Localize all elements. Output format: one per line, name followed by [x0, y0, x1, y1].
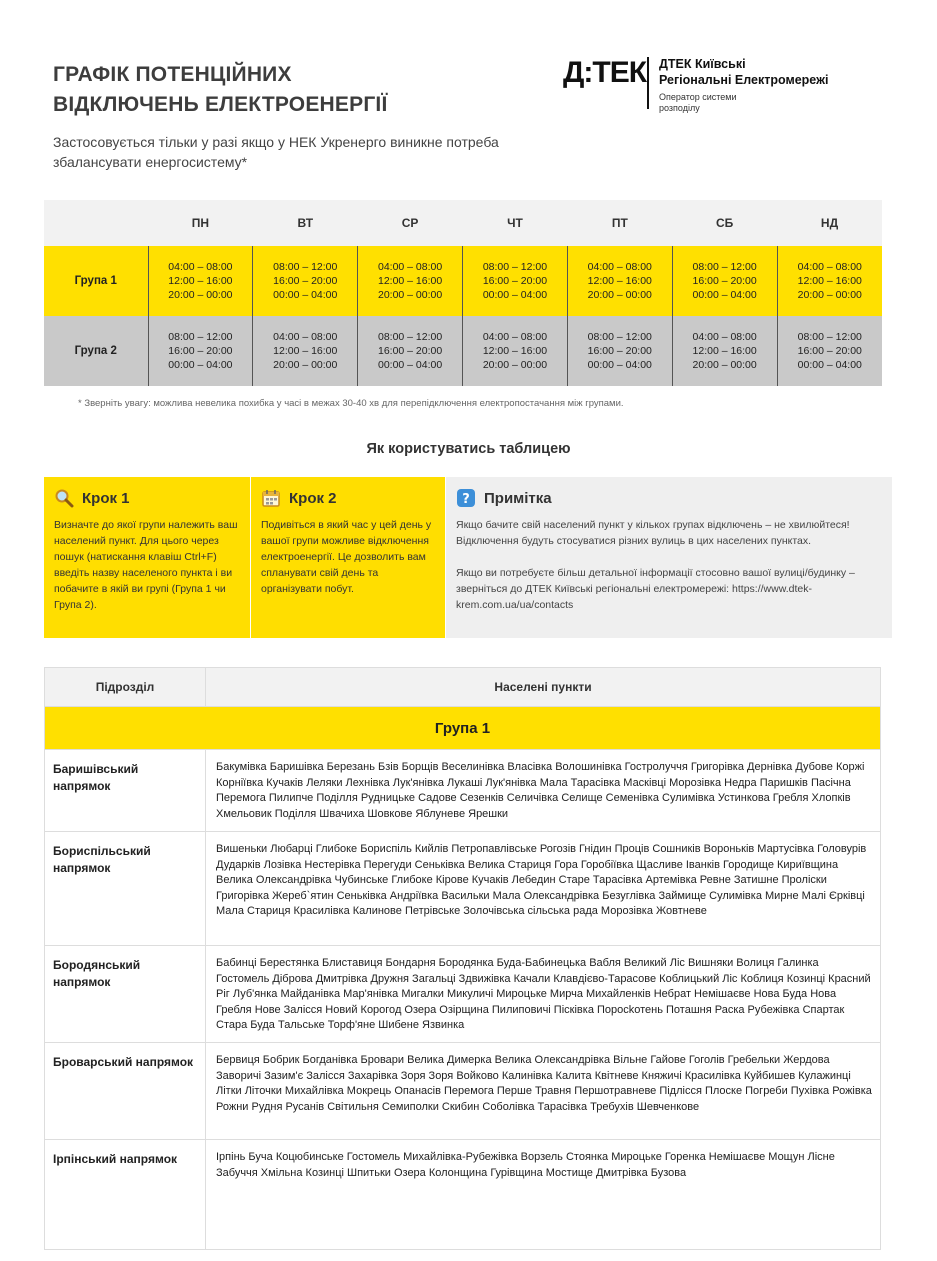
time-slot: 04:00 – 08:00	[168, 261, 233, 273]
time-slot: 00:00 – 04:00	[168, 359, 233, 371]
time-slot: 20:00 – 00:00	[273, 359, 338, 371]
schedule-cell	[253, 316, 358, 386]
settlements-column-header: Населені пункти	[206, 668, 881, 707]
time-slot: 12:00 – 16:00	[587, 275, 652, 287]
settlements-list: Вишеньки Любарці Глибоке Бориспіль Кийлів Петропавлівське Рогозів Гнідин Проців Сошників Вороньків Мартусівка Головурів Дударків Лозівка Нестерівка Перегуди Сеньківка Велика Стариця Гора Горобіївка Щасливе Іванків Городище Кириївщина Велика Олександрівка Чубинське Глибоке Кірове Кучаків Лебедин Старе Тарасівка Артемівка Ревне Затишне Проліски Григорівка Жереб`ятин Сеньківка Андріївка Васильки Мала Олександрівка Безуглівка Займище Сулимівка Мирне Малі Єрківці Мала Стариця Красилівка Калинове Петрівське Золочівська сільська рада Морозівка Жовтневе	[206, 832, 881, 946]
howto-heading: Як користуватись таблицею	[366, 441, 571, 457]
schedule-footnote: * Зверніть увагу: можлива невелика похибка у часі в межах 30-40 хв для перепідключення електропостачання між групами.	[78, 398, 624, 409]
time-slot: 20:00 – 00:00	[797, 289, 862, 301]
day-header: ВТ	[253, 200, 358, 246]
schedule-row-group-1	[44, 246, 882, 316]
note-paragraph-1: Якщо бачите свій населений пункт у кількох групах відключень – не хвилюйтеся! Відключення будуть стосуватися різних вулиць в цих населених пунктах.	[456, 519, 850, 547]
time-slot: 04:00 – 08:00	[273, 331, 338, 343]
time-slot: 04:00 – 08:00	[692, 331, 757, 343]
step-2-title-row	[261, 488, 435, 508]
day-header: ЧТ	[463, 200, 568, 246]
schedule-cell	[672, 316, 777, 386]
time-slot: 16:00 – 20:00	[168, 345, 233, 357]
note-title-row	[456, 488, 882, 508]
schedule-cell	[672, 246, 777, 316]
time-slot: 12:00 – 16:00	[377, 275, 443, 287]
schedule-cell	[567, 246, 672, 316]
settlements-list: Бабинці Берестянка Блиставиця Бондарня Бородянка Буда-Бабинецька Вабля Великий Ліс Вишняки Волиця Галинка Гостомель Діброва Дмитрівка Дружня Загальці Здвижівка Качали Клавдієво-Тарасове Коблицький Ліс Коблиця Козинці Красний Ріг Луб'янка Майданівка Мар'янівка Мигалки Микуличі Мироцьке Мирча Михайленків Небрат Немішаєве Нова Буда Нова Гребля Нове Залісся Новий Корогод Озера Озірщина Пилиповичі Пісківка Поросkотень Поташня Раска Рубежівка Спартак Стара Буда Тальське Торф'яне Шибене Язвинка	[206, 946, 881, 1043]
schedule-cell	[148, 316, 253, 386]
time-slot: 08:00 – 12:00	[273, 261, 338, 273]
time-slot: 12:00 – 16:00	[692, 345, 757, 357]
note-box	[446, 477, 892, 638]
step-1-title-row	[54, 488, 240, 508]
schedule-corner	[44, 200, 148, 246]
logo-name-line-1: ДТЕК Київські	[659, 57, 746, 71]
division-name: Бориспільський напрямок	[45, 832, 206, 946]
time-slot: 04:00 – 08:00	[377, 261, 443, 273]
schedule-cell	[777, 316, 882, 386]
division-name: Баришівський напрямок	[45, 750, 206, 832]
table-row	[45, 832, 881, 946]
logo-sub-line-1: Оператор системи	[659, 92, 737, 102]
time-slot: 08:00 – 12:00	[797, 331, 862, 343]
magnifier-icon	[54, 488, 74, 508]
time-slot: 20:00 – 00:00	[168, 289, 233, 301]
step-1-box	[44, 477, 250, 638]
time-slot: 16:00 – 20:00	[587, 345, 652, 357]
day-header: СБ	[672, 200, 777, 246]
schedule-cell	[567, 316, 672, 386]
time-slot: 12:00 – 16:00	[797, 275, 862, 287]
group-label: Група 2	[44, 316, 148, 386]
time-slot: 00:00 – 04:00	[377, 359, 443, 371]
time-slot: 16:00 – 20:00	[273, 275, 338, 287]
step-2-text: Подивіться в який час у цей день у вашої групи можливе відключення електроенергії. Це дозволить вам спланувати свій день та організувати побут.	[261, 519, 432, 595]
time-slot: 12:00 – 16:00	[273, 345, 338, 357]
time-slot: 08:00 – 12:00	[692, 261, 757, 273]
logo-sub-line-2: розподілу	[659, 103, 700, 113]
time-slot: 00:00 – 04:00	[587, 359, 652, 371]
division-name: Броварський напрямок	[45, 1043, 206, 1140]
time-slot: 16:00 – 20:00	[797, 345, 862, 357]
schedule-cell	[148, 246, 253, 316]
time-slot: 08:00 – 12:00	[587, 331, 652, 343]
page-title	[53, 60, 533, 120]
time-slot: 04:00 – 08:00	[482, 331, 548, 343]
schedule-table	[44, 200, 882, 386]
time-slot: 20:00 – 00:00	[587, 289, 652, 301]
dtek-logo	[563, 55, 863, 115]
time-slot: 00:00 – 04:00	[797, 359, 862, 371]
step-2-title: Крок 2	[289, 489, 337, 507]
division-column-header: Підрозділ	[45, 668, 206, 707]
division-name: Бородянський напрямок	[45, 946, 206, 1043]
title-line-1: ГРАФІК ПОТЕНЦІЙНИХ	[53, 63, 292, 86]
question-icon	[456, 488, 476, 508]
division-name: Ірпінський напрямок	[45, 1140, 206, 1250]
logo-name-line-2: Регіональні Електромережі	[659, 73, 829, 87]
day-header: ПН	[148, 200, 253, 246]
time-slot: 08:00 – 12:00	[377, 331, 443, 343]
svg-text:?: ?	[462, 492, 470, 507]
settlements-list: Бакумівка Баришівка Березань Бзів Борщів Веселинівка Власівка Волошинівка Гостролуччя Григорівка Дернівка Дубове Коржі Корніївка Кучаків Леляки Лехнівка Лук'янівка Лукаші Лук'янівка Мала Тарасівка Масківці Морозівка Недра Паришків Пасічна Перемога Пилипче Поділля Рудницьке Садове Сезенків Селичівка Селище Семенівка Сулимівка Устинкова Гребля Хлопків Хмельовик Поділля Швачиха Шовкове Яблуневе Ярешки	[206, 750, 881, 832]
schedule-cell	[253, 246, 358, 316]
time-slot: 04:00 – 08:00	[797, 261, 862, 273]
table-row	[45, 1043, 881, 1140]
note-text	[456, 517, 882, 613]
time-slot: 08:00 – 12:00	[482, 261, 548, 273]
group-label: Група 1	[44, 246, 148, 316]
time-slot: 12:00 – 16:00	[168, 275, 233, 287]
schedule-cell	[463, 316, 568, 386]
time-slot: 08:00 – 12:00	[168, 331, 233, 343]
schedule-cell	[358, 246, 463, 316]
time-slot: 20:00 – 00:00	[692, 359, 757, 371]
schedule-cell	[463, 246, 568, 316]
schedule-cell	[358, 316, 463, 386]
time-slot: 12:00 – 16:00	[482, 345, 548, 357]
time-slot: 16:00 – 20:00	[482, 275, 548, 287]
page-subtitle: Застосовується тільки у разі якщо у НЕК Укренерго виникне потреба збалансувати енергосистему*	[53, 134, 499, 170]
logo-name	[659, 56, 828, 88]
schedule-header-row	[44, 200, 882, 246]
logo-divider	[647, 57, 649, 109]
step-1-title: Крок 1	[82, 489, 130, 507]
day-header: НД	[777, 200, 882, 246]
note-paragraph-2: Якщо ви потребуєте більш детальної інформації стосовно вашої вулиці/будинку – зверніться до ДТЕК Київські регіональні електромережі: https://www.dtek-krem.com.ua/ua/contacts	[456, 567, 855, 611]
time-slot: 16:00 – 20:00	[377, 345, 443, 357]
day-header: СР	[358, 200, 463, 246]
step-2-box	[251, 477, 445, 638]
day-header: ПТ	[567, 200, 672, 246]
group-header-row	[45, 707, 881, 750]
time-slot: 04:00 – 08:00	[587, 261, 652, 273]
settlements-list: Ірпінь Буча Коцюбинське Гостомель Михайлівка-Рубежівка Ворзель Стоянка Мироцьке Горенка Немішаєве Мощун Лісне Забуччя Хмільна Козинці Шпитьки Озера Колонщина Гурівщина Мостище Дмитрівка Бузова	[206, 1140, 881, 1250]
calendar-icon	[261, 488, 281, 508]
note-title: Примітка	[484, 489, 552, 507]
schedule-row-group-2	[44, 316, 882, 386]
logo-subtitle	[659, 92, 737, 114]
title-line-2: ВІДКЛЮЧЕНЬ ЕЛЕКТРОЕНЕРГІЇ	[53, 93, 388, 116]
time-slot: 00:00 – 04:00	[273, 289, 338, 301]
settlements-table	[44, 667, 881, 1250]
time-slot: 20:00 – 00:00	[377, 289, 443, 301]
table-row	[45, 750, 881, 832]
settlements-list: Бервиця Бобрик Богданівка Бровари Велика Димерка Велика Олександрівка Вільне Гайове Гоголів Гребельки Жердова Заворичі Зазим'є Залісся Захарівка Зоря Зоря Войково Калинівка Калита Квітневе Княжичі Красилівка Куйбишев Кулажинці Літки Літочки Михайлівка Мокрець Опанасів Перемога Перше Травня Першотравневе Підлісся Плоске Погреби Пухівка Рожівка Рожни Рудня Русанів Світильня Семиполки Скибин Соболівка Тарасівка Требухів Шевченкове	[206, 1043, 881, 1140]
time-slot: 00:00 – 04:00	[482, 289, 548, 301]
table-row	[45, 946, 881, 1043]
table-row	[45, 1140, 881, 1250]
step-1-text: Визначте до якої групи належить ваш населений пункт. Для цього через пошук (натискання клавіш Ctrl+F) введіть назву населеного пункта і ви побачите в якій ви групі (Група 1 чи Група 2).	[54, 519, 238, 611]
time-slot: 16:00 – 20:00	[692, 275, 757, 287]
group-1-header: Група 1	[45, 707, 881, 750]
time-slot: 00:00 – 04:00	[692, 289, 757, 301]
schedule-cell	[777, 246, 882, 316]
settlements-header-row	[45, 668, 881, 707]
logo-mark: Д:ТЕК	[563, 56, 647, 89]
time-slot: 20:00 – 00:00	[482, 359, 548, 371]
